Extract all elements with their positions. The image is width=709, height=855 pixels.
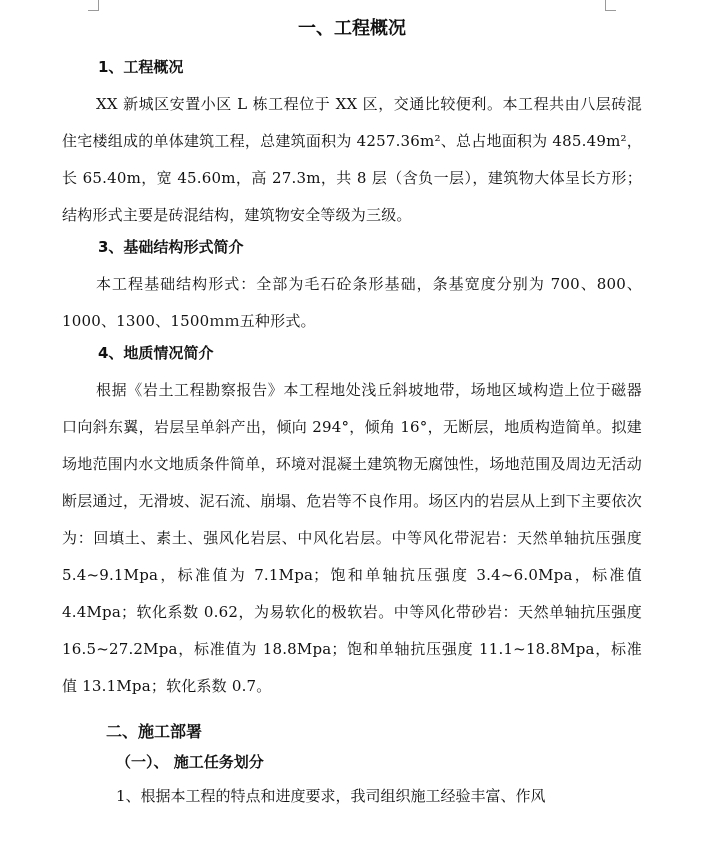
section-title-construction-deployment: 二、施工部署	[106, 722, 203, 741]
list-item-1: 1、根据本工程的特点和进度要求，我司组织施工经验丰富、作风	[116, 787, 546, 805]
page-corner-mark-left	[88, 0, 99, 11]
document-title: 一、工程概况	[298, 18, 406, 39]
paragraph-geology: 根据《岩土工程勘察报告》本工程地处浅丘斜坡地带，场地区域构造上位于磁器口向斜东翼，岩层呈单斜产出，倾向 294°，倾角 16°，无断层，地质构造简单。拟建场地范围内水文地质条件简单，环境对混凝土建筑物无腐蚀性，场地范围及周边无活动断层通过，无滑坡、泥石流、崩塌、危岩等不良作用。场区内的岩层从上到下主要依次为：回填土、素土、强风化岩层、中风化岩层。中等风化带泥岩：天然单轴抗压强度 5.4~9.1Mpa，标准值为 7.1Mpa；饱和单轴抗压强度 3.4~6.0Mpa，标准值 4.4Mpa；软化系数 0.62，为易软化的极软岩。中等风化带砂岩：天然单轴抗压强度 16.5~27.2Mpa，标准值为 18.8Mpa；饱和单轴抗压强度 11.1~18.8Mpa，标准值 13.1Mpa；软化系数 0.7。	[62, 381, 642, 695]
subsection-title-task-division: （一）、 施工任务划分	[116, 753, 264, 771]
section-heading-geology: 4、地质情况简介	[98, 344, 214, 362]
section-heading-foundation: 3、基础结构形式简介	[98, 238, 244, 256]
paragraph-foundation: 本工程基础结构形式：全部为毛石砼条形基础，条基宽度分别为 700、800、1000、1300、1500ｍｍ五种形式。	[62, 275, 642, 330]
document-page	[62, 16, 642, 811]
section-heading-project-overview: 1、工程概况	[98, 58, 184, 76]
page-corner-mark-right	[605, 0, 616, 11]
paragraph-project-overview: XX 新城区安置小区 L 栋工程位于 XX 区，交通比较便利。本工程共由八层砖混住宅楼组成的单体建筑工程，总建筑面积为 4257.36m²、总占地面积为 485.49m²，长 65.40m，宽 45.60m，高 27.3m，共 8 层（含负一层），建筑物大体呈长方形；结构形式主要是砖混结构，建筑物安全等级为三级。	[62, 95, 642, 224]
